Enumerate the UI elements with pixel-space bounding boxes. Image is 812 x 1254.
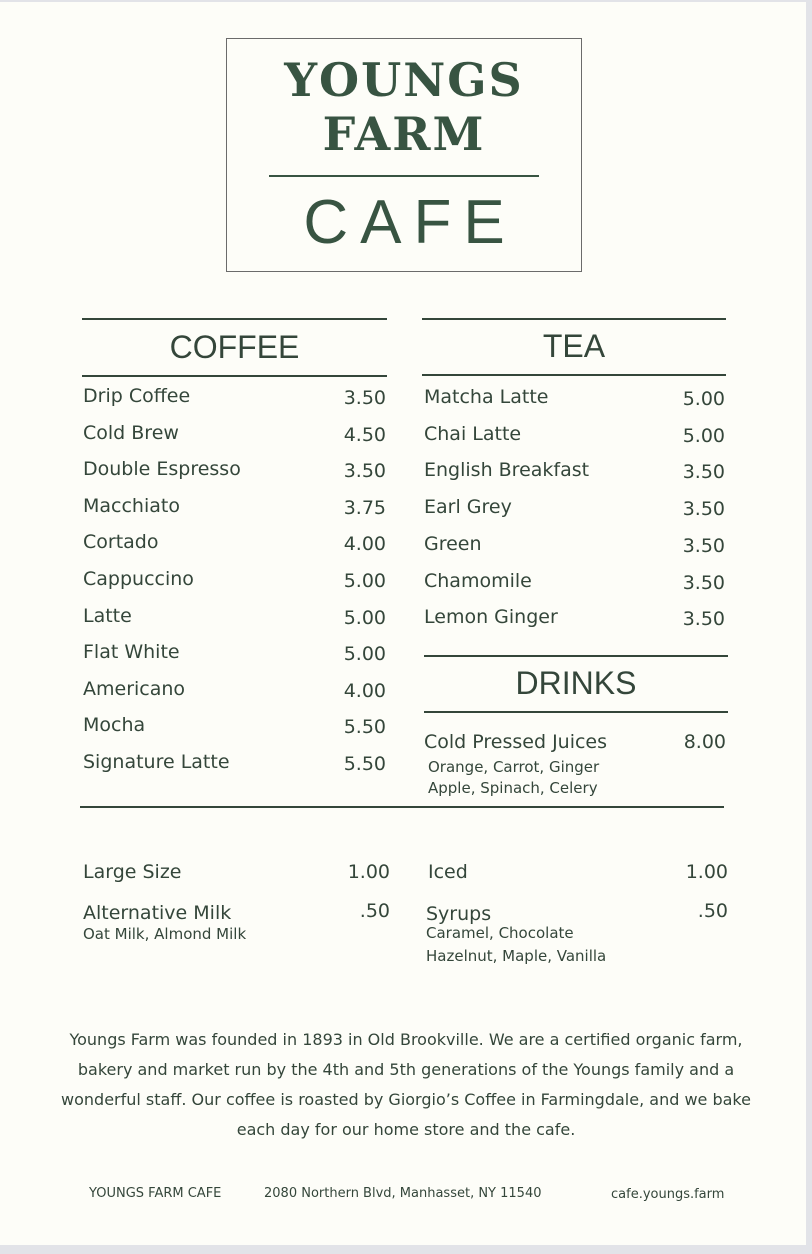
divider [82,375,387,377]
item-name: Macchiato [83,494,180,517]
item-description: Apple, Spinach, Celery [428,779,598,797]
item-price: 1.00 [685,861,728,883]
item-name: Chai Latte [424,422,522,445]
item-name: Americano [83,677,186,700]
coffee-heading: COFFEE [169,329,300,365]
drinks-heading: DRINKS [515,665,637,701]
item-description: Hazelnut, Maple, Vanilla [426,947,607,965]
divider [422,374,726,376]
item-name: Large Size [83,861,182,883]
footer-name: YOUNGS FARM CAFE [89,1186,222,1201]
item-name: Cold Pressed Juices [424,731,608,753]
item-price: 8.00 [683,731,726,753]
item-name: Cortado [83,531,159,554]
logo-cafe: CAFE [303,188,517,257]
item-price: 5.00 [682,388,725,410]
item-price: 5.50 [343,753,386,775]
item-name: Mocha [83,714,146,737]
logo [226,38,582,272]
item-price: .50 [697,900,728,922]
item-price: 3.50 [343,387,386,409]
item-price: 4.00 [343,679,386,702]
item-description: Orange, Carrot, Ginger [428,758,600,776]
item-price: 4.00 [343,533,386,556]
divider [82,318,387,320]
item-name: Lemon Ginger [424,606,558,629]
about-paragraph: Youngs Farm was founded in 1893 in Old Brookville. We are a certified organic farm, bakery and market run by the 4th and 5th generations of the Youngs family and a wonderful staff. Our coffee is roasted by Giorgio’s Coffee in Farmingdale, and we bake each day for our home store and the cafe. [61,1030,751,1139]
logo-line-1: YOUNGS [284,53,524,107]
footer-website[interactable]: cafe.youngs.farm [611,1187,725,1202]
item-name: Chamomile [424,569,532,592]
item-price: 3.50 [682,608,725,631]
item-name: Flat White [83,641,180,664]
item-price: 3.50 [682,498,725,521]
divider [424,655,728,657]
item-price: 5.50 [343,716,386,739]
item-price: 3.50 [682,571,725,594]
menu-page [0,2,806,1245]
item-name: Iced [428,861,468,883]
item-name: Cold Brew [83,421,179,444]
item-price: 4.50 [343,423,386,446]
item-price: 3.50 [682,461,725,484]
item-price: 3.75 [343,496,386,519]
divider [424,711,728,713]
item-description: Oat Milk, Almond Milk [83,925,247,943]
item-description: Caramel, Chocolate [426,924,574,942]
item-price: .50 [359,900,390,922]
item-price: 5.00 [343,606,386,629]
divider [422,318,726,320]
item-name: Earl Grey [424,496,512,519]
logo-divider [269,175,539,177]
item-name: Latte [83,604,132,627]
item-name: English Breakfast [424,459,590,482]
item-name: Signature Latte [83,751,230,773]
item-name: Drip Coffee [83,385,191,407]
item-name: Syrups [426,903,492,925]
item-price: 3.50 [343,460,386,483]
item-name: Green [424,532,482,555]
item-name: Double Espresso [83,458,241,481]
item-name: Matcha Latte [424,386,549,408]
item-name: Alternative Milk [83,902,232,924]
item-price: 3.50 [682,534,725,557]
item-name: Cappuccino [83,568,194,590]
logo-line-2: FARM [322,107,486,161]
item-price: 5.00 [343,570,386,592]
divider [80,806,724,808]
item-price: 1.00 [347,861,390,883]
item-price: 5.00 [682,424,725,447]
item-price: 5.00 [343,643,386,666]
tea-heading: TEA [542,328,606,364]
footer-address: 2080 Northern Blvd, Manhasset, NY 11540 [264,1186,542,1201]
